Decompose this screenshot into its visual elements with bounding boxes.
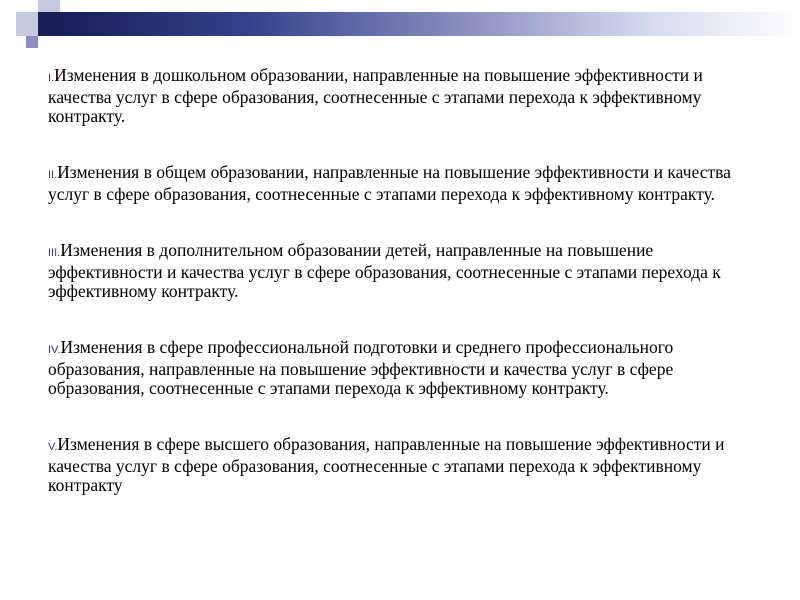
header-gradient-bar xyxy=(60,12,800,36)
list-item xyxy=(36,66,756,126)
item-text: Изменения в дошкольном образовании, направленные на повышение эффективности и качества услуг в сфере образования, соотнесенные с этапами перехода к эффективному контракту. xyxy=(48,65,703,126)
list-item xyxy=(36,163,756,204)
roman-numeral: IV. xyxy=(48,344,61,356)
list-item xyxy=(36,241,756,301)
item-text: Изменения в сфере высшего образования, направленные на повышение эффективности и качества услуг в сфере образования, соотнесенные с этапами перехода к эффективному контракту xyxy=(48,434,725,495)
item-text: Изменения в сфере профессиональной подготовки и среднего профессионального образования, направленные на повышение эффективности и качества услуг в сфере образования, соотнесенные с этапами перехода к эффективному контракту. xyxy=(48,337,674,398)
decor-square xyxy=(26,36,38,48)
list-item xyxy=(36,338,756,398)
roman-numeral: I. xyxy=(48,72,55,84)
roman-numeral: II. xyxy=(48,169,58,181)
roman-numeral: V. xyxy=(48,441,58,453)
decor-square xyxy=(38,12,60,36)
roman-numeral: III. xyxy=(48,247,61,259)
decor-square xyxy=(38,0,60,12)
decor-square xyxy=(16,12,38,36)
list-item xyxy=(36,435,756,495)
changes-list xyxy=(36,66,756,495)
item-text: Изменения в дополнительном образовании детей, направленные на повышение эффективности и качества услуг в сфере образования, соотнесенные с этапами перехода к эффективному контракту. xyxy=(48,240,721,301)
item-text: Изменения в общем образовании, направленные на повышение эффективности и качества услуг в сфере образования, соотнесенные с этапами перехода к эффективному контракту. xyxy=(48,162,731,204)
